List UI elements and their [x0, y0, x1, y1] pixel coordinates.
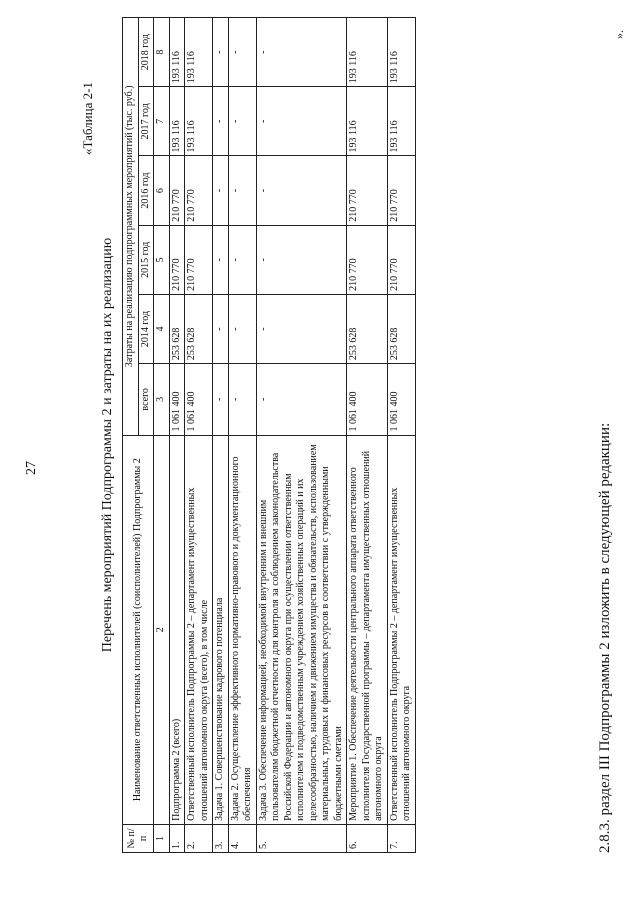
costs-table	[122, 17, 416, 853]
row-total: -	[213, 364, 229, 435]
amendment-text: 2.8.3. раздел III Подпрограммы 2 изложить в следующей редакции:	[597, 422, 613, 853]
row-name: Ответственный исполнитель Подпрограммы 2 – департамент имущественных отношений автономного округа	[387, 435, 415, 824]
table-row	[213, 18, 229, 853]
row-2017: 193 116	[169, 87, 185, 156]
row-2018: -	[256, 18, 347, 87]
header-costs: Затраты на реализацию подпрограммных мероприятий (тыс. руб.)	[123, 18, 139, 436]
row-name: Задача 2. Осуществление эффективного нормативно-правового и документационного обеспечения	[228, 435, 256, 824]
header-2017: 2017 год	[138, 87, 154, 156]
header-2016: 2016 год	[138, 156, 154, 225]
row-2014: -	[256, 294, 347, 363]
row-2018: -	[228, 18, 256, 87]
table-row	[347, 18, 388, 853]
row-name: Мероприятие 1. Обеспечение деятельности центрального аппарата ответственного исполнителя Государственной программы – департамента имущественных отношений автономного округа	[347, 435, 388, 824]
row-2017: 193 116	[347, 87, 388, 156]
row-2017: -	[256, 87, 347, 156]
row-2016: -	[256, 156, 347, 225]
row-2017: -	[213, 87, 229, 156]
row-2017: -	[228, 87, 256, 156]
col-number: 2	[154, 435, 170, 824]
row-total: 1 061 400	[347, 364, 388, 435]
row-total: 1 061 400	[169, 364, 185, 435]
row-2018: 193 116	[185, 18, 213, 87]
row-2018: -	[213, 18, 229, 87]
row-2014: 253 628	[169, 294, 185, 363]
header-name: Наименование ответственных исполнителей (соисполнителей) Подпрограммы 2	[123, 435, 154, 824]
row-name: Задача 1. Совершенствование кадрового потенциала	[213, 435, 229, 824]
row-2015: 210 770	[347, 225, 388, 294]
row-2015: -	[213, 225, 229, 294]
row-2015: 210 770	[387, 225, 415, 294]
table-row	[387, 18, 415, 853]
header-2018: 2018 год	[138, 18, 154, 87]
row-2015: -	[256, 225, 347, 294]
row-total: -	[256, 364, 347, 435]
header-num: № п/п	[123, 824, 154, 852]
row-2014: 253 628	[387, 294, 415, 363]
header-2014: 2014 год	[138, 294, 154, 363]
row-name: Задача 3. Обеспечение информацией, необходимой внутренним и внешним пользователям бюджетной отчетности для контроля за соблюдением законодательства Российской Федерации и автономного округа при осуществлении ответственным исполнителем и подведомственным учреждением хозяйственных операций и их целесообразностью, наличием и движением имущества и обязательств, использованием материальных, трудовых и финансовых ресурсов в соответствии с утвержденными бюджетными сметами	[256, 435, 347, 824]
col-number: 6	[154, 156, 170, 225]
col-number: 3	[154, 364, 170, 435]
row-total: 1 061 400	[185, 364, 213, 435]
table-row	[256, 18, 347, 853]
row-2016: 210 770	[169, 156, 185, 225]
col-number: 7	[154, 87, 170, 156]
row-2015: -	[228, 225, 256, 294]
row-num: 6.	[347, 824, 388, 852]
row-num: 5.	[256, 824, 347, 852]
header-total: всего	[138, 364, 154, 435]
row-name: Ответственный исполнитель Подпрограммы 2 – департамент имущественных отношений автономного округа (всего), в том числе	[185, 435, 213, 824]
header-2015: 2015 год	[138, 225, 154, 294]
closing-quote: ».	[612, 30, 626, 39]
row-2016: 210 770	[347, 156, 388, 225]
row-2017: 193 116	[185, 87, 213, 156]
row-2015: 210 770	[169, 225, 185, 294]
row-num: 7.	[387, 824, 415, 852]
row-2018: 193 116	[387, 18, 415, 87]
row-2017: 193 116	[387, 87, 415, 156]
row-2016: -	[228, 156, 256, 225]
row-2018: 193 116	[347, 18, 388, 87]
table-row	[169, 18, 185, 853]
row-2015: 210 770	[185, 225, 213, 294]
document-title: Перечень мероприятий Подпрограммы 2 и затраты на их реализацию	[100, 237, 115, 653]
row-num: 2.	[185, 824, 213, 852]
row-2018: 193 116	[169, 18, 185, 87]
row-2016: 210 770	[387, 156, 415, 225]
row-total: -	[228, 364, 256, 435]
table-row	[185, 18, 213, 853]
col-number: 4	[154, 294, 170, 363]
col-number: 1	[154, 824, 170, 852]
col-number: 5	[154, 225, 170, 294]
column-number-row	[154, 18, 170, 853]
row-2014: 253 628	[347, 294, 388, 363]
row-total: 1 061 400	[387, 364, 415, 435]
page-number: 27	[24, 461, 39, 475]
row-2014: -	[228, 294, 256, 363]
row-name: Подпрограмма 2 (всего)	[169, 435, 185, 824]
row-2014: -	[213, 294, 229, 363]
table-row	[228, 18, 256, 853]
col-number: 8	[154, 18, 170, 87]
row-num: 3.	[213, 824, 229, 852]
table-label: «Таблица 2-1	[80, 82, 95, 155]
row-num: 4.	[228, 824, 256, 852]
row-2016: -	[213, 156, 229, 225]
row-2016: 210 770	[185, 156, 213, 225]
row-2014: 253 628	[185, 294, 213, 363]
row-num: 1.	[169, 824, 185, 852]
